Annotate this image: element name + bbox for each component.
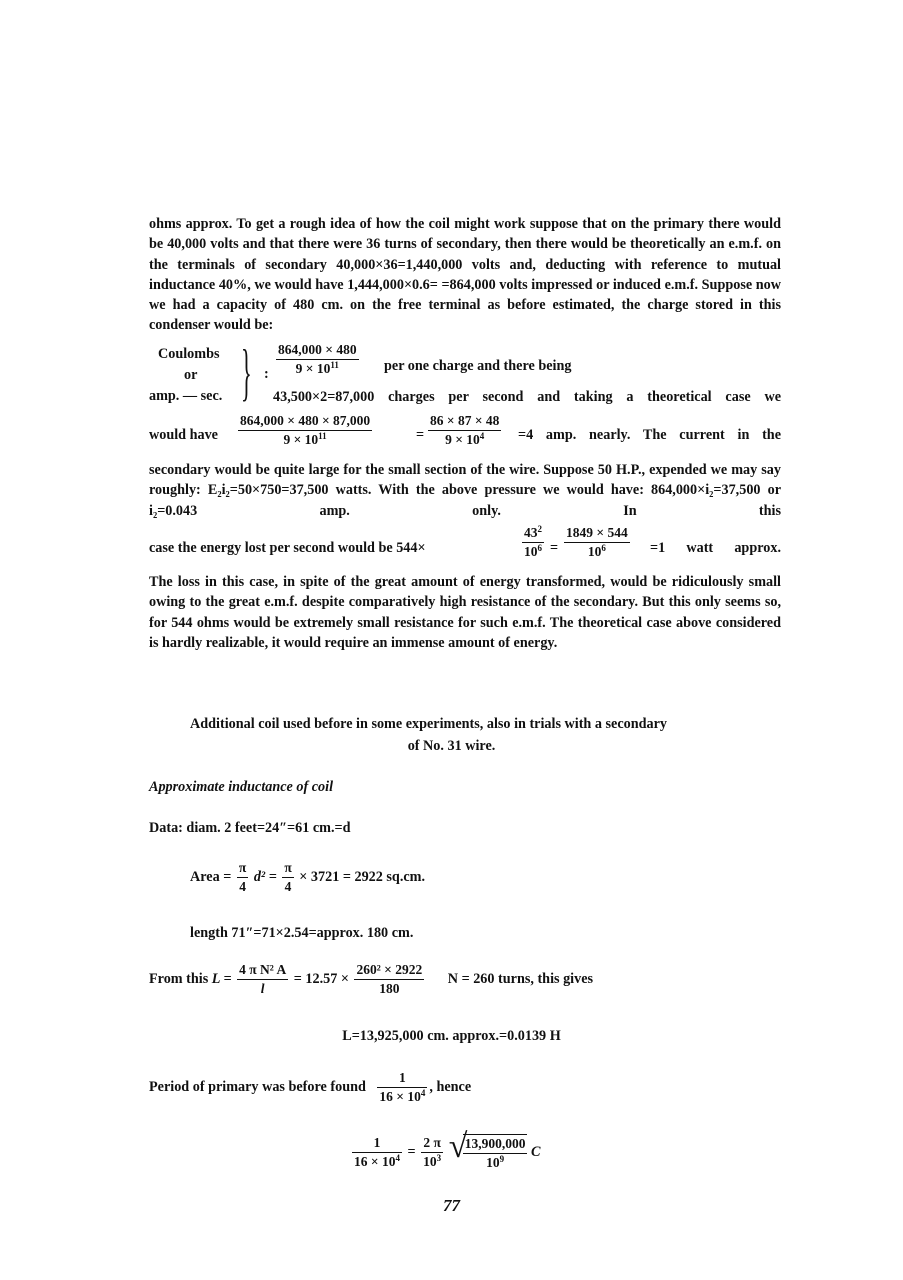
inductance-formula [149, 962, 593, 997]
energy-fraction-1 [520, 525, 546, 560]
equals-sign: = [416, 427, 425, 443]
per-charge-text: per one charge and there being [384, 358, 572, 374]
charge-fraction [274, 342, 361, 377]
inductance-denominator-1: l [260, 981, 265, 996]
energy-numerator-1: $43^2$ [522, 525, 544, 543]
current-numerator-2: 86 × 87 × 48 [428, 413, 501, 431]
section-heading-line-1: Additional coil used before in some experiments, also in trials with a secondary [190, 716, 667, 732]
period-line [149, 1070, 471, 1105]
charge-denominator: $9 \times 10^{11}$ [295, 360, 339, 376]
energy-fraction-2 [562, 525, 632, 560]
hence-text: , hence [429, 1078, 472, 1095]
area-four-2: 4 [284, 879, 292, 894]
energy-denominator-2: $10^6$ [587, 543, 606, 559]
energy-denominator-1: $10^6$ [524, 543, 542, 559]
paragraph-loss [149, 572, 781, 653]
length-line: length 71″=71×2.54=approx. 180 cm. [190, 925, 414, 941]
inductance-result: L=13,925,000 cm. approx.=0.0139 H [342, 1028, 561, 1044]
square-root [448, 1128, 528, 1171]
paragraph-loss-text: The loss in this case, in spite of the great amount of energy transformed, would be ridiculously small owing to the great e.m.f. despite comparatively high resistance of the secondary. But this only seems so, for 544 ohms would be extremely small resistance for such e.m.f. The theoretical case above considered is hardly realizable, it would require an immense amount of energy. [149, 574, 781, 651]
current-numerator-1: 864,000 × 480 × 87,000 [238, 413, 372, 431]
final-denominator-2: $10^3$ [423, 1153, 442, 1169]
area-d-squared: d² = [253, 868, 277, 885]
final-numerator-1: 1 [352, 1135, 402, 1153]
energy-equals-sign: = [550, 540, 559, 556]
amp-sec-label: amp. — sec. [149, 388, 223, 404]
paragraph-secondary-text: secondary would be quite large for the small section of the wire. Suppose 50 H.P., expended we may say roughly: E₂i₂=50×750=37,500 watts. With the above pressure we would have: 864,000×i₂=37,500 or i₂=0.043 amp. only. In this [149, 462, 781, 519]
right-brace-symbol: } [241, 336, 252, 407]
radical-symbol: √ [448, 1128, 468, 1165]
coulombs-label: Coulombs [158, 346, 220, 362]
period-text: Period of primary was before found [149, 1078, 366, 1095]
or-label: or [184, 367, 198, 383]
paragraph-intro [149, 214, 781, 336]
would-have-text: would have [149, 427, 218, 443]
energy-prefix-text: case the energy lost per second would be 544× [149, 540, 426, 556]
capacity-C: C [530, 1143, 541, 1160]
area-prefix: Area = [190, 868, 232, 885]
energy-numerator-2: 1849 × 544 [564, 525, 630, 543]
energy-result-text: =1 watt approx. [650, 540, 781, 556]
current-fraction-2 [426, 413, 503, 448]
capacity-equation [350, 1128, 541, 1171]
period-denominator: $16 \times 10^4$ [379, 1088, 426, 1104]
area-result: × 3721 = 2922 sq.cm. [299, 868, 426, 885]
inductance-denominator-2: 180 [379, 981, 400, 996]
inductance-numerator-1: 4 π N² A [237, 962, 288, 980]
area-pi-2: π [282, 860, 293, 878]
charges-per-second-text: 43,500×2=87,000 charges per second and taking a theoretical case we [273, 389, 781, 405]
colon: : [264, 366, 269, 382]
final-denominator-1: $16 \times 10^4$ [354, 1153, 400, 1169]
final-equals: = [407, 1143, 416, 1160]
inductance-numerator-2: 260² × 2922 [354, 962, 424, 980]
section-heading-line-2: of No. 31 wire. [407, 738, 496, 754]
paragraph-intro-text: ohms approx. To get a rough idea of how the coil might work suppose that on the primary there would be 40,000 volts and that there were 36 turns of secondary, then there would be theoretically an e.m.f. on the terminals of secondary 40,000×36=1,440,000 volts and, deducting with reference to mutual inductance 40%, we would have 1,444,000×0.6= =864,000 volts impressed or induced e.m.f. Suppose now we had a capacity of 480 cm. on the free terminal as before estimated, the charge stored in this condenser would be: [149, 216, 781, 334]
final-numerator-2: 2 π [421, 1135, 443, 1153]
area-pi-1: π [237, 860, 248, 878]
sqrt-numerator: 13,900,000 [463, 1136, 528, 1154]
area-four-1: 4 [239, 879, 246, 894]
charge-numerator: 864,000 × 480 [276, 342, 359, 360]
area-formula [190, 860, 425, 895]
from-this-text: From this [149, 970, 209, 987]
sqrt-denominator: $10^9$ [486, 1154, 505, 1170]
inductance-L: L = [211, 970, 232, 987]
current-denominator-2: $9 \times 10^4$ [445, 431, 485, 447]
current-result-text: =4 amp. nearly. The current in the [518, 427, 781, 443]
paragraph-secondary [149, 460, 781, 521]
subheading-inductance: Approximate inductance of coil [149, 779, 334, 795]
data-line: Data: diam. 2 feet=24″=61 cm.=d [149, 820, 351, 836]
turns-text: N = 260 turns, this gives [447, 970, 594, 987]
period-numerator: 1 [377, 1070, 427, 1088]
inductance-middle: = 12.57 × [293, 970, 349, 987]
current-denominator-1: $9 \times 10^{11}$ [283, 431, 327, 447]
current-fraction-1 [236, 413, 374, 448]
page-number: 77 [443, 1196, 460, 1215]
